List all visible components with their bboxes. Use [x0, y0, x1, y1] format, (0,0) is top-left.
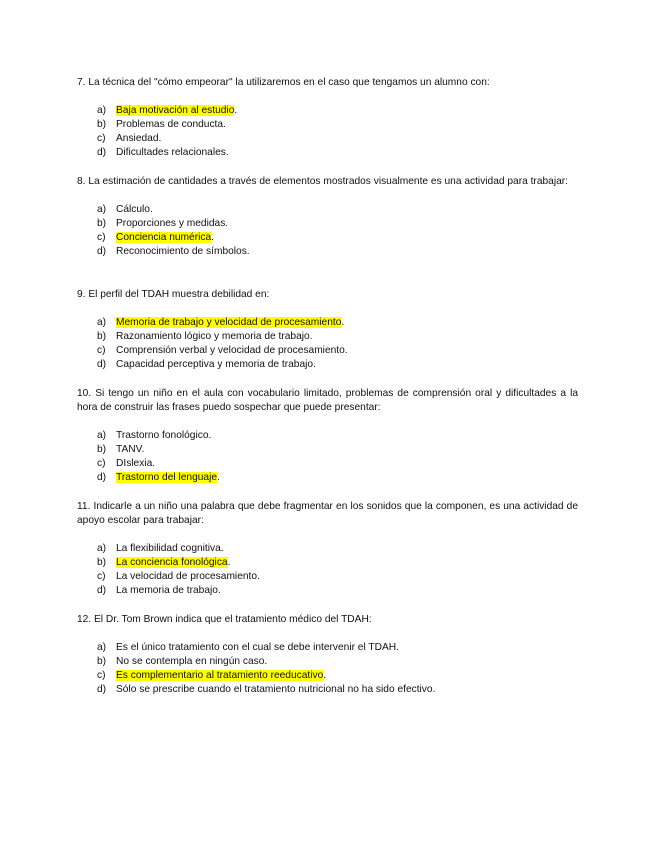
option-text: Trastorno fonológico.	[116, 430, 212, 441]
option-letter: a)	[97, 642, 107, 653]
option-letter: c)	[97, 571, 106, 582]
question-12	[77, 613, 578, 697]
answer-options	[77, 542, 578, 598]
option-a	[77, 429, 578, 443]
option-letter: c)	[97, 133, 106, 144]
option-letter: b)	[97, 218, 107, 229]
option-text: La memoria de trabajo.	[116, 585, 221, 596]
answer-options	[77, 104, 578, 160]
option-c	[77, 669, 578, 683]
question-text: 8. La estimación de cantidades a través de elementos mostrados visualmente es una actividad para trabajar:	[77, 176, 568, 187]
highlighted-answer: Trastorno del lenguaje	[116, 472, 217, 483]
option-text: Sólo se prescribe cuando el tratamiento nutricional no ha sido efectivo.	[116, 684, 436, 695]
highlighted-answer: La conciencia fonológica	[116, 557, 228, 568]
option-letter: a)	[97, 430, 107, 441]
option-text: La velocidad de procesamiento.	[116, 571, 260, 582]
option-text: Comprensión verbal y velocidad de procesamiento.	[116, 345, 348, 356]
option-letter: b)	[97, 444, 107, 455]
option-text: .	[323, 670, 327, 681]
option-text: Razonamiento lógico y memoria de trabajo.	[116, 331, 313, 342]
answer-options	[77, 429, 578, 485]
option-text: Es el único tratamiento con el cual se debe intervenir el TDAH.	[116, 642, 399, 653]
question-10	[77, 387, 578, 485]
option-d	[77, 683, 578, 697]
option-text: Proporciones y medidas.	[116, 218, 229, 229]
option-text: No se contempla en ningún caso.	[116, 656, 268, 667]
option-letter: d)	[97, 246, 107, 257]
option-d	[77, 146, 578, 160]
option-letter: b)	[97, 656, 107, 667]
option-c	[77, 344, 578, 358]
option-text: DIslexia.	[116, 458, 156, 469]
option-a	[77, 203, 578, 217]
question-7	[77, 76, 578, 160]
option-letter: c)	[97, 232, 106, 243]
option-letter: a)	[97, 105, 107, 116]
question-text: 7. La técnica del "cómo empeorar" la utilizaremos en el caso que tengamos un alumno con:	[77, 77, 490, 88]
option-letter: c)	[97, 345, 106, 356]
option-text: .	[211, 232, 214, 243]
option-b	[77, 118, 578, 132]
option-d	[77, 358, 578, 372]
answer-options	[77, 316, 578, 372]
option-text: Dificultades relacionales.	[116, 147, 229, 158]
highlighted-answer: Es complementario al tratamiento reeducativo	[116, 670, 324, 681]
question-11	[77, 500, 578, 598]
option-text: Reconocimiento de símbolos.	[116, 246, 250, 257]
option-text: La flexibilidad cognitiva.	[116, 543, 224, 554]
option-letter: d)	[97, 585, 107, 596]
option-b	[77, 330, 578, 344]
option-d	[77, 245, 578, 259]
option-text: .	[217, 472, 220, 483]
option-letter: a)	[97, 317, 107, 328]
option-letter: a)	[97, 204, 107, 215]
option-letter: d)	[97, 359, 107, 370]
option-letter: b)	[97, 331, 107, 342]
option-b	[77, 443, 578, 457]
option-d	[77, 471, 578, 485]
option-b	[77, 655, 578, 669]
option-text: Capacidad perceptiva y memoria de trabajo.	[116, 359, 316, 370]
option-letter: b)	[97, 557, 107, 568]
option-d	[77, 584, 578, 598]
option-c	[77, 457, 578, 471]
answer-options	[77, 203, 578, 259]
question-text: 11. Indicarle a un niño una palabra que debe fragmentar en los sonidos que la componen, es una actividad de apoyo escolar para trabajar:	[77, 501, 578, 526]
option-c	[77, 570, 578, 584]
question-text: 9. El perfil del TDAH muestra debilidad en:	[77, 289, 270, 300]
option-letter: a)	[97, 543, 107, 554]
option-text: Problemas de conducta.	[116, 119, 226, 130]
highlighted-answer: Conciencia numérica	[116, 232, 212, 243]
option-text: .	[341, 317, 345, 328]
option-a	[77, 104, 578, 118]
option-a	[77, 316, 578, 330]
option-letter: c)	[97, 670, 106, 681]
answer-options	[77, 641, 578, 697]
question-text: 10. Si tengo un niño en el aula con vocabulario limitado, problemas de comprensión oral y dificultades a la hora de construir las frases puedo sospechar que puede presentar:	[77, 388, 578, 413]
option-text: Ansiedad.	[116, 133, 162, 144]
option-letter: d)	[97, 472, 107, 483]
question-text: 12. El Dr. Tom Brown indica que el tratamiento médico del TDAH:	[77, 614, 372, 625]
option-text: Cálculo.	[116, 204, 153, 215]
highlighted-answer: Baja motivación al estudio	[116, 105, 235, 116]
option-b	[77, 217, 578, 231]
option-letter: d)	[97, 147, 107, 158]
option-a	[77, 542, 578, 556]
option-b	[77, 556, 578, 570]
question-9	[77, 288, 578, 372]
option-letter: d)	[97, 684, 107, 695]
option-letter: b)	[97, 119, 107, 130]
highlighted-answer: Memoria de trabajo y velocidad de procesamiento	[116, 317, 342, 328]
option-text: .	[234, 105, 238, 116]
question-8	[77, 175, 578, 259]
option-text: .	[227, 557, 231, 568]
option-c	[77, 231, 578, 245]
option-text: TANV.	[116, 444, 145, 455]
option-c	[77, 132, 578, 146]
option-a	[77, 641, 578, 655]
option-letter: c)	[97, 458, 106, 469]
